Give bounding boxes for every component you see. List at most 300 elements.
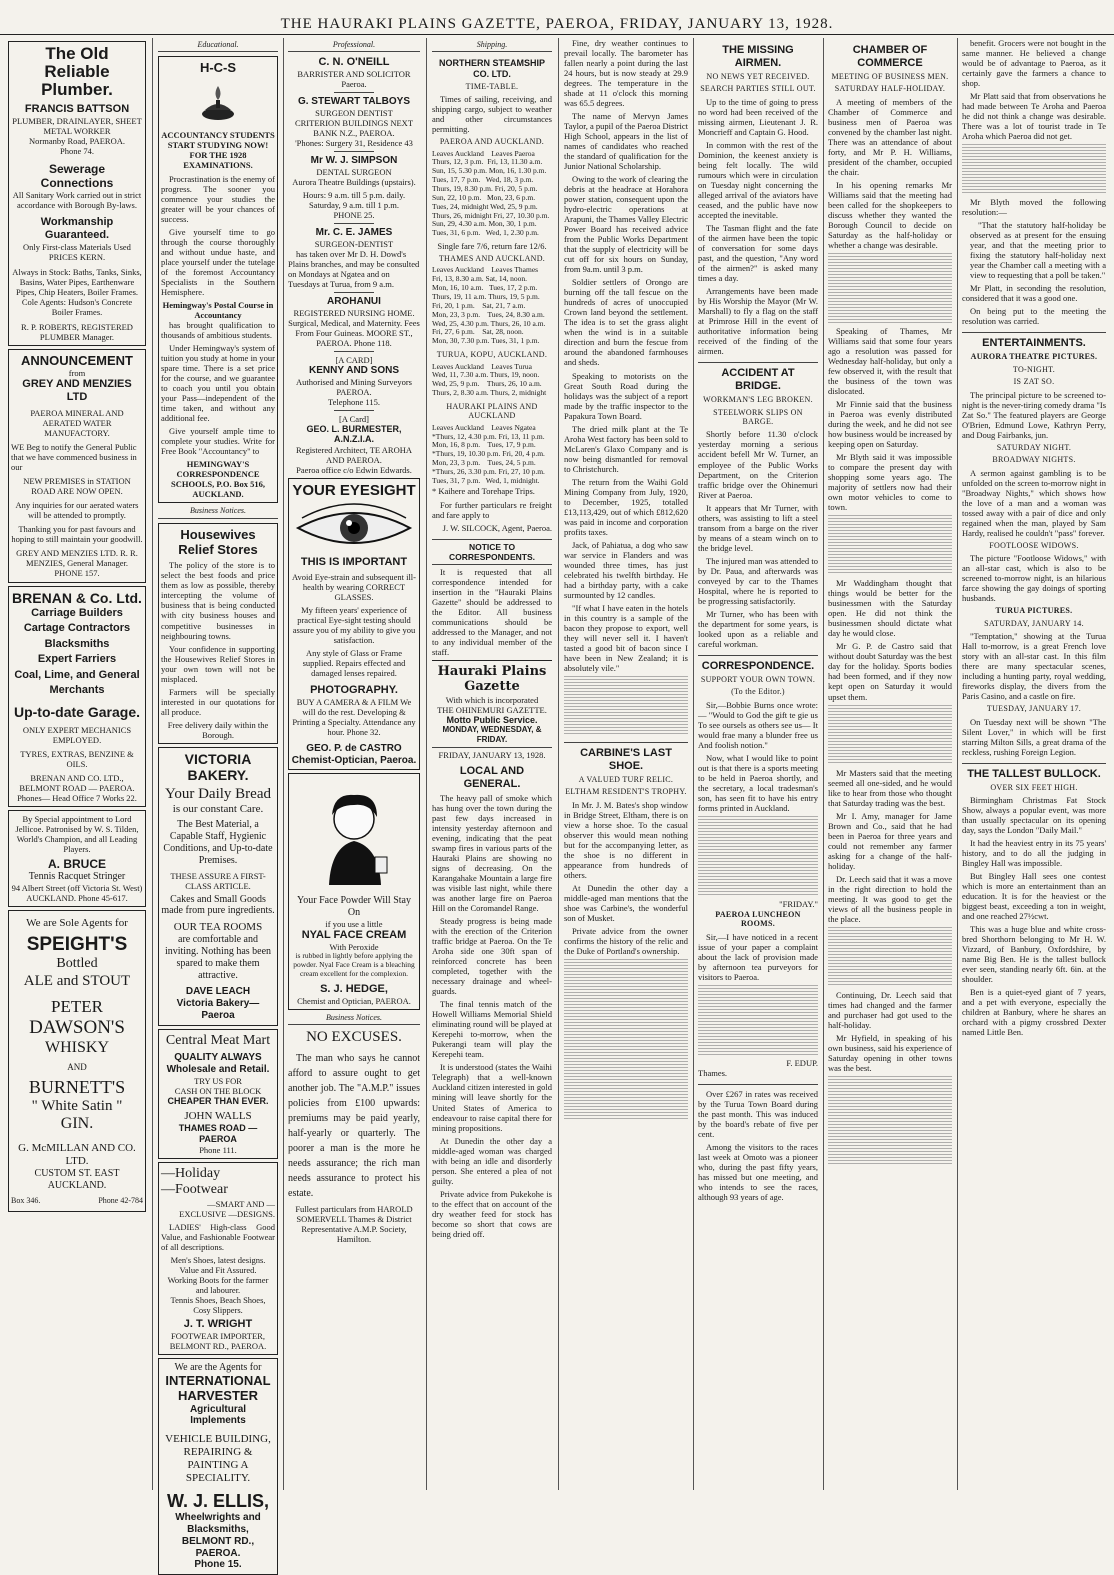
simpson-name: Mr W. J. SIMPSON [310, 155, 398, 167]
chamber-paragraph: Mr I. Amy, manager for Jame Brown and Co., said that he had been in Paeroa for three years and could not remember any farmer asking for a change of the half-holiday. [828, 810, 952, 871]
bullock-paragraph: But Bingley Hall sees one contest which is more an entertainment than an education. It is for the heaviest or the biggest beast, exceeding a ton in weight, and one reached 27½cwt. [962, 871, 1106, 922]
gazette-with: With which is incorporated [445, 694, 539, 705]
burmester-card [288, 414, 420, 475]
accountancy-book: Give yourself ample time to complete your studies. Write for Free Book "Accountancy" to [161, 426, 275, 457]
excuses-text: The man who says he cannot afford to assure ought to get another job. The "A.M.P." issues policies from £100 upwards: premiums may be paid yearly, half-yearly or quarterly. The poorer a man is the more he needs assurance; the rich man needs assurance to protect his estate. [288, 1052, 420, 1199]
james-name: Mr. C. E. JAMES [315, 227, 393, 239]
correspondence-paragraph: Sir,—Bobbie Burns once wrote:— "Would to God the gift te gie us To see oursels as others see us— It would frae many a blunder free us And foolish notion." [698, 699, 818, 750]
local-paragraph: Steady progress is being made with the erection of the Criterion traffic bridge at Paeroa. On the Te Aroha side one 30ft span of reinforced concrete has been completed, together with the necessary drainage and wheel-guards. [432, 916, 552, 997]
burmester-office: Paeroa office c/o Edwin Edwards. [296, 465, 412, 476]
divider [334, 292, 374, 293]
holiday-title: —Holiday [161, 1165, 221, 1181]
lamp-of-learning-icon [195, 80, 241, 126]
ellis-phone: Phone 15. [194, 1559, 242, 1571]
announce-phone: PHONE 157. [54, 568, 100, 579]
agents-custom: CUSTOM ST. EAST AUCKLAND. [34, 1168, 120, 1192]
relief-stores-ad [158, 523, 278, 744]
bullock-paragraph: This was a huge blue and white cross-bred Shorthorn belonging to Mr H. W. Vizzard, of Banbury, Oxfordshire, by name Big Ben. He is the tallest bullock ever seen, standing nearly 6ft. 6in. at the shoulder. [962, 924, 1106, 985]
woman-illustration [299, 781, 409, 891]
talboys-card [288, 96, 420, 148]
text-block [828, 1076, 952, 1166]
carbine-paragraph: Private advice from the owner confirms the history of the relic and the Duke of Portland's ownership. [564, 925, 688, 956]
text-block [564, 959, 688, 1119]
eyesight-ad [288, 478, 420, 770]
hemingway-school: HEMINGWAY'S CORRESPONDENCE SCHOOLS, P.O. Box 516, AUCKLAND. [171, 459, 265, 500]
route-thames-auckland: THAMES AND AUCKLAND. [438, 254, 546, 264]
workmanship-text: Only First-class Materials Used PRICES KERN. [23, 241, 131, 262]
film-title: IS ZAT SO. [1013, 377, 1055, 387]
wright-name: J. T. WRIGHT [183, 1317, 253, 1330]
broadway-title: BROADWAY NIGHTS. [992, 455, 1076, 465]
chamber-paragraph: Mr Blyth said it was impossible to compare the present day with shopping some years ago. The majority of settlers now had their own motor vehicles to come to town. [828, 452, 952, 513]
leach-name: DAVE LEACH [185, 986, 251, 998]
schedule-table: Leaves Auckland Leaves Thames Fri, 13, 8.30 a.m. Sat, 14, noon. Mon, 16, 10 a.m. Tues, 17, 2 p.m. Thurs, 19, 11 a.m. Thurs, 19, 5 p.m. Fri, 20, 1 p.m. Sat, 21, 7 a.m. Mon, 23, 3 p.m. Tues, 24, 8.30 a.m. Wed, 25, 4.30 p.m. Thurs, 26, 10 a.m. Fri, 27, 6 p.m. Sat, 28, noon. Mon, 30, 7.30 p.m. Tues, 31, 1 p.m. [432, 265, 546, 346]
chamber-paragraph: Mr Hyfield, in speaking of his own business, said his experience of Saturday opening in other towns was the best. [828, 1032, 952, 1073]
relief-text: Your confidence in supporting the Housewives Relief Stores in your own town will not be misplaced. [161, 643, 275, 684]
kenny-name: KENNY AND SONS [308, 364, 399, 376]
notice-title: NOTICE TO CORRESPONDENTS. [432, 539, 552, 565]
schedule-table: Leaves Auckland Leaves Ngatea *Thurs, 12, 4.30 p.m. Fri, 13, 11 p.m. Mon, 16, 8 p.m. Tues, 17, 9 p.m. *Thurs, 19, 10.30 p.m. Fri, 20, 4 p.m. Mon, 23, 3 p.m. Tues, 24, 5 p.m. *Thurs, 26, 3.30 p.m. Fri, 27, 10 p.m. Tues, 31, 7 p.m. Wed, 1, midnight. [432, 422, 545, 485]
masthead-title: THE HAURAKI PLAINS GAZETTE, PAEROA, FRIDAY, JANUARY 13, 1928. [280, 16, 834, 32]
relief-text: Farmers will be specially interested in our quotations for all produce. [161, 686, 275, 717]
nyal-sub: if you use a little [325, 919, 383, 930]
nyal-title: NYAL FACE CREAM [301, 929, 407, 942]
route-paeroa-auckland: PAEROA AND AUCKLAND. [439, 137, 545, 147]
leach-bakery: Victoria Bakery—Paeroa [176, 998, 260, 1021]
news-paragraph: Fine, dry weather continues to prevail locally. The barometer has fallen nearly a point during the last 24 hours, but is now steady at 29.9 degrees. The temperature in the shade at 11 o'clock this morning was 65.5 degrees. [564, 38, 688, 109]
text-block [828, 927, 952, 987]
airmen-sub: NO NEWS YET RECEIVED. [706, 71, 810, 81]
agents-ad [8, 910, 146, 1212]
holiday-body: LADIES' High-class Good Value, and Fashionable Footwear of all descriptions. [161, 1221, 275, 1252]
chamber-paragraph: Dr. Leech said that it was a move in the right direction to hold the meeting. It was good to get the views of all the business people in the place. [828, 873, 952, 924]
masthead [0, 0, 1114, 35]
text-block [564, 676, 688, 736]
nyal-text: is rubbed in lightly before applying the powder. Nyal Face Cream is a bleaching cream excellent for the complexion. [293, 951, 415, 978]
airmen-sub2: SEARCH PARTIES STILL OUT. [700, 84, 816, 94]
chamber-paragraph: Mr Blyth moved the following resolution:— [962, 197, 1106, 218]
correspondence-sign: "FRIDAY." [779, 898, 818, 909]
agents-whisky: WHISKY [45, 1039, 109, 1057]
column-5 [560, 38, 692, 1488]
divider [334, 351, 374, 352]
agents-firm: G. McMILLAN AND CO. LTD. [18, 1142, 136, 1168]
castro-name: GEO. P. de CASTRO [306, 742, 402, 754]
agents-white-satin: " White Satin " [31, 1097, 123, 1114]
card-label: [A CARD] [335, 354, 373, 365]
garage-phones: Phones— Head Office 7 Works 22. [17, 792, 137, 803]
oneill-name: C. N. O'NEILL [318, 56, 390, 69]
brenan-line: Expert Farriers [37, 653, 117, 666]
holiday-work: Working Boots for the farmer and labourer. [167, 1274, 269, 1295]
column-rule [426, 38, 427, 1490]
schedule-note: * Kaihere and Torehape Trips. [432, 485, 535, 496]
chamber-paragraph: Mr G. P. de Castro said that without doubt Saturday was the best day for the holiday. Sports bodies had been formed, and if they now kept open on Saturday it would upset them. [828, 641, 952, 702]
talboys-name: G. STEWART TALBOYS [297, 96, 411, 108]
aurora-title: AURORA THEATRE PICTURES. [970, 352, 1098, 362]
eyesight-important: THIS IS IMPORTANT [300, 555, 408, 568]
local-paragraph: It is understood (states the Waihi Telegraph) that a well-known Auckland citizen interested in gold mining will leave shortly for the United States of America to endeavour to raise capital there for mining propositions. [432, 1062, 552, 1133]
bakery-title: VICTORIA BAKERY. [184, 750, 252, 784]
simpson-phone: PHONE 25. [333, 210, 375, 221]
accident-paragraph: Mr Turner, who has been with the department for some years, is looked upon as a reliable and careful workman. [698, 608, 818, 649]
walls-road: THAMES ROAD — PAEROA [178, 1123, 258, 1145]
section-professional: Professional. [288, 40, 420, 52]
bruce-ad [8, 810, 146, 907]
bruce-name: A. BRUCE [47, 857, 106, 872]
bread-care: is our constant Care. [172, 803, 264, 816]
plumber-name: FRANCIS BATTSON [24, 102, 130, 115]
news-paragraph: Soldier settlers of Orongo are burning off the tall fescue on the hundreds of acres of unoccupied Crown land beyond the settlement. The idea is to set the grass alight when the wind is in a suitable direction and burn the fescue from around the abandoned farmhouses and sheds. [564, 277, 688, 368]
correspondence-sub: SUPPORT YOUR OWN TOWN. [700, 674, 816, 684]
plumber-trades: PLUMBER, DRAINLAYER, SHEET METAL WORKER [12, 115, 142, 136]
gazette-days: MONDAY, WEDNESDAY, & FRIDAY. [442, 725, 542, 744]
holiday-value: Value and Fit Assured. [179, 1264, 257, 1275]
accountancy-ad [158, 56, 278, 503]
announce-title: ANNOUNCEMENT [21, 352, 133, 368]
correspondence-paragraph: Now, what I would like to point out is that there is a sports meeting to be held in Paeroa shortly, and the secretary, a local tradesman's son, has seen fit to have his entry forms printed in Auckland. [698, 752, 818, 813]
kenny-trade: Authorised and Mining Surveyors PAEROA. [296, 376, 412, 397]
news-paragraph: The name of Mervyn James Taylor, a pupil of the Paeroa District High School, appears in the list of names of candidates who reached the standard of qualification for the Junior National Scholarship. [564, 111, 688, 172]
accident-sub2: STEELWORK SLIPS ON BARGE. [713, 407, 803, 427]
oneill-card [288, 56, 420, 89]
meat-mart-ad [158, 1029, 278, 1159]
announce-sign: GREY AND MENZIES LTD. R. R. MENZIES, General Manager. [16, 548, 138, 569]
garage-text: ONLY EXPERT MECHANICS EMPLOYED. [22, 724, 132, 745]
card-label: [A Card] [339, 413, 369, 424]
photo-text: BUY A CAMERA & A FILM We will do the rest. Developing & Printing a Specialty. Attendance any hour. Phone 32. [292, 696, 416, 737]
notice-text: It is requested that all correspondence intended for insertion in the "Hauraki Plains Gazette" should be addressed to the Editor. All business communications should be addressed to the Manager, and not to any individual member of the staff. [432, 566, 552, 657]
holiday-men: Men's Shoes, latest designs. [170, 1254, 266, 1265]
james-text: has taken over Mr D. H. Dowd's Plains branches, and may be consulted on Mondays at Ngatea and on Tuesdays at Turua, from 9 a.m. [288, 248, 420, 290]
turua-paragraph: "Temptation," showing at the Turua Hall to-morrow, is a great French love story with an all-star cast. In this film there are many spectacular scenes, including a hunting party, royal wedding, fireworks display, the divers from the Paris Casino, and a castle on fire. [962, 631, 1106, 702]
footloose-title: FOOTLOOSE WIDOWS. [989, 540, 1079, 550]
route-turua: TURUA, KOPU, AUCKLAND. [436, 350, 548, 360]
chamber-paragraph: Mr Masters said that the meeting seemed all one-sided, and he would like to hear from those who thought that Saturday trading was the best. [828, 767, 952, 808]
accountancy-headline: ACCOUNTANCY STUDENTS START STUDYING NOW! FOR THE 1928 EXAMINATIONS. [161, 129, 275, 170]
agents-gin: GIN. [60, 1115, 94, 1133]
relief-text: Free delivery daily within the Borough. [167, 719, 269, 740]
fare-text: Single fare 7/6, return fare 12/6. [437, 241, 547, 252]
column-8 [958, 38, 1110, 1488]
agents-intro: We are Sole Agents for [26, 917, 128, 930]
brenan-line: Carriage Builders [31, 607, 123, 620]
ellis-address: BELMONT RD., PAEROA. [181, 1535, 255, 1559]
agents-speight: SPEIGHT'S [26, 934, 128, 955]
harvester-title: INTERNATIONAL HARVESTER [165, 1372, 271, 1403]
news-paragraph: Jack, of Pahiatua, a dog who saw war service in Flanders and was wounded three times, has just celebrated his twelfth birthday. He had a birthday party, with a cake surmounted by 12 candles. [564, 539, 688, 600]
harvester-intro: We are the Agents for [174, 1361, 262, 1373]
announce-works: PAEROA MINERAL AND AERATED WATER MANUFACTORY. [30, 408, 124, 439]
burmester-trade: Registered Architect, TE AROHA AND PAEROA. [296, 445, 412, 466]
roberts-manager: R. P. ROBERTS, REGISTERED PLUMBER Manager. [21, 321, 133, 342]
agents-bottled: Bottled [56, 956, 98, 972]
agents-box: Box 346. [11, 1195, 41, 1205]
vehicle-text: VEHICLE BUILDING, REPAIRING & PAINTING A SPECIALITY. [165, 1433, 271, 1485]
meat-wholesale: Wholesale and Retail. [166, 1064, 270, 1076]
times-text: Times of sailing, receiving, and shipping cargo, subject to weather and other circumstances permitting. [432, 94, 552, 135]
bruce-appointment: By Special appointment to Lord Jellicoe. Patronised by W. S. Tilden, World's Champion, and all Leading Players. [15, 813, 139, 855]
meat-try: TRY US FOR [194, 1075, 242, 1086]
bullock-paragraph: Ben is a quiet-eyed giant of 7 years, and a pet with everyone, especially the children at Banbury, where he shares an orchard with a pigmy crossbred Dexter named Little Ben. [962, 987, 1106, 1038]
stock-text: Always in Stock: Baths, Tanks, Sinks, Basins, Water Pipes, Earthenware Pipes, Chip Heaters, Boiler Frames. Cole Agents: Hudson's Concrete Boiler Frames. [12, 266, 142, 317]
accountancy-body: Give yourself time to go through the course thoroughly and without undue haste, and place yourself under the tutelage of the foremost Accountancy Specialists in the Southern Hemisphere. [161, 226, 275, 297]
local-paragraph: At Dunedin the other day a middle-aged woman was charged with being an idle and disorderly person. She entered a plea of not guilty. [432, 1135, 552, 1186]
gazette-ohinemuri: THE OHINEMURI GAZETTE. [437, 704, 547, 715]
announcement-ad [8, 349, 146, 583]
turua-tuesday: TUESDAY, JANUARY 17. [986, 704, 1082, 714]
harvester-sub: Agricultural Implements [189, 1403, 247, 1427]
saturday-label: SATURDAY NIGHT. [996, 442, 1072, 452]
simpson-hours: Hours: 9 a.m. till 5 p.m. daily. Saturday, 9 a.m. till 1 p.m. [302, 190, 406, 211]
column-2 [154, 38, 282, 1571]
talboys-trade: SURGEON DENTIST [315, 108, 393, 119]
tea-text: are comfortable and inviting. Nothing has been spared to make them attractive. [164, 934, 272, 981]
bruce-trade: Tennis Racquet Stringer [28, 871, 126, 883]
oneill-trade: BARRISTER AND SOLICITOR [297, 69, 411, 80]
ellis-trade: Wheelwrights and Blacksmiths, [175, 1512, 261, 1536]
burmester-name: GEO. L. BURMESTER, A.N.Z.I.A. [306, 423, 402, 445]
schedule-table: Leaves Auckland Leaves Turua Wed, 11, 7.30 a.m. Thurs, 19, noon. Wed, 25, 9 p.m. Thurs, 26, 10 a.m. Thurs, 2, 8.30 a.m. Thurs, 2, midnight [432, 361, 547, 398]
announce-inquiries: Any inquiries for our aerated waters will be attended to promptly. [15, 500, 139, 521]
local-paragraph: Private advice from Pukekohe is to the effect that on account of the dry weather feed for stock has become so short that cows are being dried off. [432, 1188, 552, 1239]
text-block [828, 515, 952, 575]
resolution-text: "That the statutory half-holiday be observed as at present for the ensuing year, and that the meeting prior to fixing the statutory half-holiday next year the Chamber call a meeting with a view to requesting that a poll be taken." [970, 220, 1106, 281]
text-block [698, 985, 818, 1055]
gazette-banner [432, 660, 552, 760]
accident-paragraph: It appears that Mr Turner, with others, was assisting to lift a steel transom from a barge on the river by means of a steam winch on to the bridge level. [698, 502, 818, 553]
excuses-title: NO EXCUSES. [306, 1029, 402, 1046]
accountancy-course: Hemingway's Postal Course in Accountancy [162, 300, 274, 321]
chamber-sub2: SATURDAY HALF-HOLIDAY. [834, 84, 946, 94]
kenny-card [288, 355, 420, 407]
plumber-phone: Phone 74. [60, 145, 94, 156]
bullock-sub: OVER SIX FEET HIGH. [990, 782, 1078, 792]
rates-paragraph: Among the visitors to the races last week at Omoto was a pioneer who, during the past fifty years, has missed but one meeting, and who intends to see the races, although 93 years of age. [698, 1141, 818, 1202]
section-business: Business Notices. [288, 1013, 420, 1025]
arohanui-name: AROHANUI [327, 296, 381, 308]
ent-paragraph: The principal picture to be screened to-night is the never-tiring comedy drama "Is Zat So." The featured players are George O'Brien, Edmund Lowe, Kathryn Perry, and Doug Fairbanks, jun. [962, 389, 1106, 440]
announce-thanks: Thanking you for past favours and hoping to still maintain your goodwill. [11, 524, 143, 545]
chamber-paragraph: benefit. Grocers were not bought in the same manner. He believed a change would be of advantage to Paeroa, as it certainly gave the farmers a chance to shop. [962, 38, 1106, 89]
chamber-paragraph: Speaking of Thames, Mr Williams said that some four years ago a resolution was passed for Wednesday half-holiday, but only a few observed it, with the result that the business of the town was dislocated. [828, 326, 952, 397]
talboys-address: CRITERION BUILDINGS NEXT BANK N.Z., PAEROA. [294, 118, 414, 139]
ellis-name: W. J. ELLIS, [166, 1491, 269, 1512]
nyal-head: Your Face Powder Will Stay On [297, 895, 411, 919]
lunch-paragraph: Sir,—I have noticed in a recent issue of your paper a complaint about the lack of provision made by afternoon tea purveyors for visitors to Paeroa. [698, 931, 818, 982]
airmen-paragraph: In common with the rest of the Dominion, the keenest anxiety is being felt locally. The wild rumours which were in circulation on Tuesday night concerning the alleged arrival of the aviators have ceased, and the public have now accepted the inevitable. [698, 139, 818, 220]
sewerage-text: All Sanitary Work carried out in strict accordance with Borough By-laws. [12, 189, 142, 210]
divider [334, 92, 374, 93]
silcock-agent: J. W. SILCOCK, Agent, Paeroa. [442, 522, 552, 533]
cakes-text: Cakes and Small Goods made from pure ingredients. [161, 893, 275, 917]
eyesight-title: YOUR EYESIGHT [292, 482, 416, 500]
announce-text: WE Beg to notify the General Public that we have commenced business in our [11, 442, 137, 473]
accountancy-body: Under Hemingway's system of tuition you study at home in your spare time. There is a set price for the course, and we guarantee to coach you until you obtain your Pass—independent of the time taken, and without any additional fee. [161, 343, 275, 424]
column-1 [4, 38, 150, 1488]
plumber-address: Normanby Road, PAEROA. [28, 135, 126, 146]
bullock-paragraph: It had the heaviest entry in its 75 years' history, and to do all the judging in Bingley Hall was impossible. [962, 838, 1106, 869]
accident-title: ACCIDENT AT BRIDGE. [698, 362, 818, 393]
column-rule [558, 38, 559, 1490]
column-rule [152, 38, 153, 1490]
brenan-line: Blacksmiths [44, 637, 110, 650]
nyal-with: With Peroxide [329, 942, 379, 953]
column-6 [694, 38, 822, 1488]
meat-title: Central Meat Mart [165, 1032, 271, 1048]
carbine-sub: A VALUED TURF RELIC. [578, 774, 674, 784]
freight-text: For further particulars re freight and fare apply to [432, 499, 552, 520]
wright-trade: FOOTWEAR IMPORTER, BELMONT RD., PAEROA. [169, 1330, 267, 1351]
northern-steamship: NORTHERN STEAMSHIP CO. LTD. [438, 58, 545, 80]
agents-phone: Phone 42-784 [98, 1195, 143, 1205]
divider [334, 223, 374, 224]
holiday-tennis: Tennis Shoes, Beach Shoes, Cosy Slippers. [170, 1294, 266, 1315]
chamber-paragraph: On being put to the meeting the resolution was carried. [962, 306, 1106, 327]
agents-burnett: BURNETT'S [28, 1076, 126, 1097]
announce-premises: NEW PREMISES in STATION ROAD ARE NOW OPEN. [23, 476, 131, 497]
chamber-paragraph: A meeting of members of the Chamber of Commerce and business men of Paeroa was convened by the chamber last night. There was an attendance of about forty, and Mr P. H. Williams, president of the chamber, occupied the chair. [828, 96, 952, 177]
talboys-phone: 'Phones: Surgery 31, Residence 43 [295, 138, 413, 149]
simpson-trade: DENTAL SURGEON [316, 167, 392, 178]
bakery-ad [158, 747, 278, 1026]
correspondence-to: (To the Editor.) [731, 687, 785, 697]
relief-text: The policy of the store is to select the best foods and price them as low as possible, thereby intercepting the volume of business that is being conducted with city business houses and competitive businesses in neighbouring towns. [161, 560, 275, 641]
assure-text: THESE ASSURE A FIRST-CLASS ARTICLE. [170, 870, 266, 891]
gazette-title: Hauraki Plains Gazette [437, 663, 547, 695]
accident-paragraph: The injured man was attended to by Dr. Paua, and afterwards was conveyed by car to the Thames Hospital, where he is reported to be progressing satisfactorily. [698, 555, 818, 606]
announce-from: from [68, 368, 86, 379]
garage-title: Up-to-date Garage. [13, 704, 140, 721]
chamber-sub: MEETING OF BUSINESS MEN. [831, 71, 949, 81]
hedge-trade: Chemist and Optician, PAEROA. [297, 995, 411, 1006]
lunch-title: PAEROA LUNCHEON ROOMS. [715, 909, 801, 929]
bread-line: Your Daily Bread [165, 785, 271, 802]
brenan-ad [8, 586, 146, 807]
route-hauraki: HAURAKI PLAINS AND AUCKLAND [446, 401, 538, 421]
accident-paragraph: Shortly before 11.30 o'clock yesterday morning a serious accident befell Mr W. Turner, an employee of the Public Works Department, on the Criterion traffic bridge over the Ohinemuri River at Paeroa. [698, 429, 818, 500]
chamber-paragraph: Continuing, Dr. Leech said that times had changed and the farmer and purchaser had got used to the half-holiday. [828, 989, 952, 1030]
agents-ale: ALE and STOUT [23, 972, 131, 989]
simpson-address: Aurora Theatre Buildings (upstairs). [292, 177, 416, 188]
oneill-town: Paeroa. [341, 79, 367, 90]
eyesight-text: My fifteen years' experience of practical Eye-sight testing should assure you of my ability to give you satisfaction. [292, 604, 416, 645]
text-block [962, 144, 1106, 194]
divider [334, 410, 374, 411]
entertainments-title: ENTERTAINMENTS. [962, 332, 1106, 350]
section-business: Business Notices. [158, 506, 278, 518]
bread-text: The Best Material, a Capable Staff, Hygienic Conditions, and Up-to-date Premises. [163, 819, 273, 866]
lunch-place: Thames. [698, 1067, 728, 1078]
agents-and: AND [67, 1061, 87, 1072]
ent-paragraph: The picture "Footloose Widows," with an all-star cast, which is also to be screened to-morrow night, is an hilarious farce showing the gay doings of sporting husbands. [962, 553, 1106, 604]
meat-cheaper: CHEAPER THAN EVER. [167, 1095, 269, 1106]
gazette-date: FRIDAY, JANUARY 13, 1928. [432, 747, 552, 760]
local-paragraph: The heavy pall of smoke which has hung over the town during the past few days increased in intensity yesterday afternoon and evening, indicating that the peat swamp fires in various parts of the Hauraki Plains are showing no signs of decreasing. On the Karangahake Mountain a large fire was visible last night, while there was another large fire on Paeroa Hill on the Coromandel Range. [432, 793, 552, 914]
column-3 [284, 38, 424, 1488]
carbine-paragraph: At Dunedin the other day a middle-aged man mentions that the shoe was Carbine's, the wonderful son of Musket. [564, 882, 688, 923]
plumber-title: The Old Reliable Plumber. [41, 44, 113, 99]
column-4 [428, 38, 556, 1488]
timetable: TIME-TABLE. [465, 81, 519, 91]
simpson-card [288, 155, 420, 220]
carbine-sub2: ELTHAM RESIDENT'S TROPHY. [565, 787, 687, 797]
kenny-phone: Telephone 115. [328, 396, 380, 407]
ent-paragraph: A sermon against gambling is to be unfolded on the screen to-morrow night in "Broadway Nights," which shows how the love of a man and a woman was tossed away with a pair of dice and only regained when the man, played by Sam Hardy, realised he couldn't "pass" forever. [962, 467, 1106, 538]
tonight-label: TO-NIGHT. [1012, 364, 1056, 374]
sewerage-title: Sewerage Connections [40, 161, 114, 190]
schedule-table: Leaves Auckland Leaves Paeroa Thurs, 12, 3 p.m. Fri, 13, 11.30 a.m. Sun, 15, 5.30 p.m. Mon, 16, 1.30 p.m. Tues, 17, 7 p.m. Wed, 18, 3 p.m. Thurs, 19, 8.30 p.m. Fri, 20, 5 p.m. Sun, 22, 10 p.m. Mon, 23, 6 p.m. Tues, 24, midnight Wed, 25, 9 p.m. Thurs, 26, midnight Fri, 27, 10.30 p.m. Sun, 29, 4.30 a.m. Mon, 30, 1 p.m. Tues, 31, 6 p.m. Wed, 1, 2.30 p.m. [432, 148, 550, 238]
accident-sub: WORKMAN'S LEG BROKEN. [703, 395, 813, 405]
section-shipping: Shipping. [432, 40, 552, 52]
local-title: LOCAL AND GENERAL. [459, 765, 525, 791]
hcs-logo: H-C-S [199, 60, 237, 76]
bullock-title: THE TALLEST BULLOCK. [962, 763, 1106, 781]
airmen-paragraph: The Tasman flight and the fate of the airmen have been the topic of conversation for some days past, and the question, "Any word of the airmen?" is asked many times a day. [698, 223, 818, 284]
arohanui-text: Surgical, Medical, and Maternity. Fees From Four Guineas. MOORE ST., PAEROA. Phone 118. [288, 317, 420, 348]
hedge-name: S. J. HEDGE, [320, 982, 388, 995]
plumber-ad [8, 41, 146, 346]
harvester-ad [158, 1358, 278, 1575]
airmen-paragraph: Arrangements have been made by His Worship the Mayor (Mr W. Marshall) to fly a flag on the staff at Primrose Hill in the event of authoritative information being received of the finding of the airmen. [698, 286, 818, 357]
photo-title: PHOTOGRAPHY. [310, 683, 398, 696]
text-block [698, 816, 818, 896]
turua-paragraph: On Tuesday next will be shown "The Silent Lover," in which will be first starring Milton Sills, a great drama of the reckless, rushing Foreign Legion. [962, 716, 1106, 757]
news-paragraph: "If what I have eaten in the hotels in this country is a sample of the bacon they propose to export, well they will never sell it. I haven't tasted a good bit of bacon since I have been in New Zealand; it is absolutely vile." [564, 602, 688, 673]
excuses-more: Fullest particulars from HAROLD SOMERVELL Thames & District Representative A.M.P. Society, Hamilton. [295, 1203, 413, 1244]
bullock-paragraph: Birmingham Christmas Fat Stock Show, always a popular event, was more than usually spectacular on its opening day, says the London "Daily Mail." [962, 795, 1106, 836]
chamber-paragraph: Mr Platt, in seconding the resolution, considered that it was a good one. [962, 283, 1106, 304]
announce-firm: GREY AND MENZIES LTD [22, 378, 132, 404]
accountancy-body: has brought qualification to thousands of ambitious students. [161, 320, 275, 341]
arohanui-trade: REGISTERED NURSING HOME. [293, 307, 415, 318]
news-paragraph: The dried milk plant at the Te Aroha West factory has been sold to McLaren's Glaxo Company and is now being dismantled for removal to Christchurch. [564, 423, 688, 474]
walls-name: JOHN WALLS [184, 1110, 252, 1123]
turua-saturday: SATURDAY, JANUARY 14. [984, 618, 1084, 628]
james-trade: SURGEON-DENTIST [314, 238, 394, 249]
workmanship-title: Workmanship Guaranteed. [40, 215, 114, 241]
chamber-paragraph: Mr Finnie said that the business in Paeroa was evenly distributed during the week, and he did not see how business would be increased by keeping open on Saturday. [828, 399, 952, 450]
brenan-line: Cartage Contractors [23, 622, 131, 635]
chamber-paragraph: In his opening remarks Mr Williams said that the meeting had been called for the shopkeepers to discuss whether they wanted the Borough Council to decide on Saturday as the half-holiday or whether a change was desirable. [828, 179, 952, 251]
eye-icon [294, 504, 414, 552]
walls-phone: Phone 111. [199, 1144, 237, 1155]
garage-tyres: TYRES, EXTRAS, BENZINE & OILS. [20, 748, 134, 769]
carbine-title: CARBINE'S LAST SHOE. [564, 742, 688, 773]
footwear-ad [158, 1162, 278, 1355]
meat-cash: CASH ON THE BLOCK [174, 1085, 262, 1096]
carbine-paragraph: In Mr. J. M. Bates's shop window in Bridge Street, Eltham, there is on view a horse shoe. To the casual observer this would mean nothing but for the accompanying letter, as the shoe is no different in appearance from hundreds of others. [564, 799, 688, 880]
news-paragraph: The return from the Waihi Gold Mining Company from July, 1920, to December, 1925, totalled £13,113,429, out of which £812,620 was paid in income and corporation profits taxes. [564, 476, 688, 537]
nyal-ad [288, 773, 420, 1009]
column-7 [824, 38, 956, 1488]
james-card [288, 227, 420, 289]
section-educational: Educational. [158, 40, 278, 52]
brenan-line: Coal, Lime, and General Merchants [14, 668, 140, 696]
text-block [828, 705, 952, 765]
castro-trade: Chemist-Optician, Paeroa. [291, 754, 417, 766]
chamber-paragraph: Mr Waddingham thought that things would be better for the businessmen with the Saturday open. He did not think the businessmen should dictate what day he would close. [828, 578, 952, 639]
tea-rooms: OUR TEA ROOMS [173, 921, 263, 934]
text-block [828, 253, 952, 323]
divider [334, 151, 374, 152]
chamber-title: CHAMBER OF COMMERCE [852, 44, 928, 69]
airmen-title: THE MISSING AIRMEN. [722, 44, 794, 69]
agents-dawson: DAWSON'S [29, 1016, 125, 1038]
local-paragraph: The final tennis match of the Howell Williams Memorial Shield eliminating round will be played at Kerepehi to-morrow, when the Pukerangi team will play the Kerepehi team. [432, 999, 552, 1060]
holiday-lines: —SMART AND —EXCLUSIVE —DESIGNS. [179, 1198, 275, 1219]
news-paragraph: Owing to the work of clearing the debris at the headrace at Horahora power station, consequent upon the hydro-electric operations at Arapuni, the Thames Valley Electric Power Board has received advice from the Public Works Department that the supply of electricity will be cut off for six hours on Sunday, from 9a.m. until 3 p.m. [564, 174, 688, 275]
